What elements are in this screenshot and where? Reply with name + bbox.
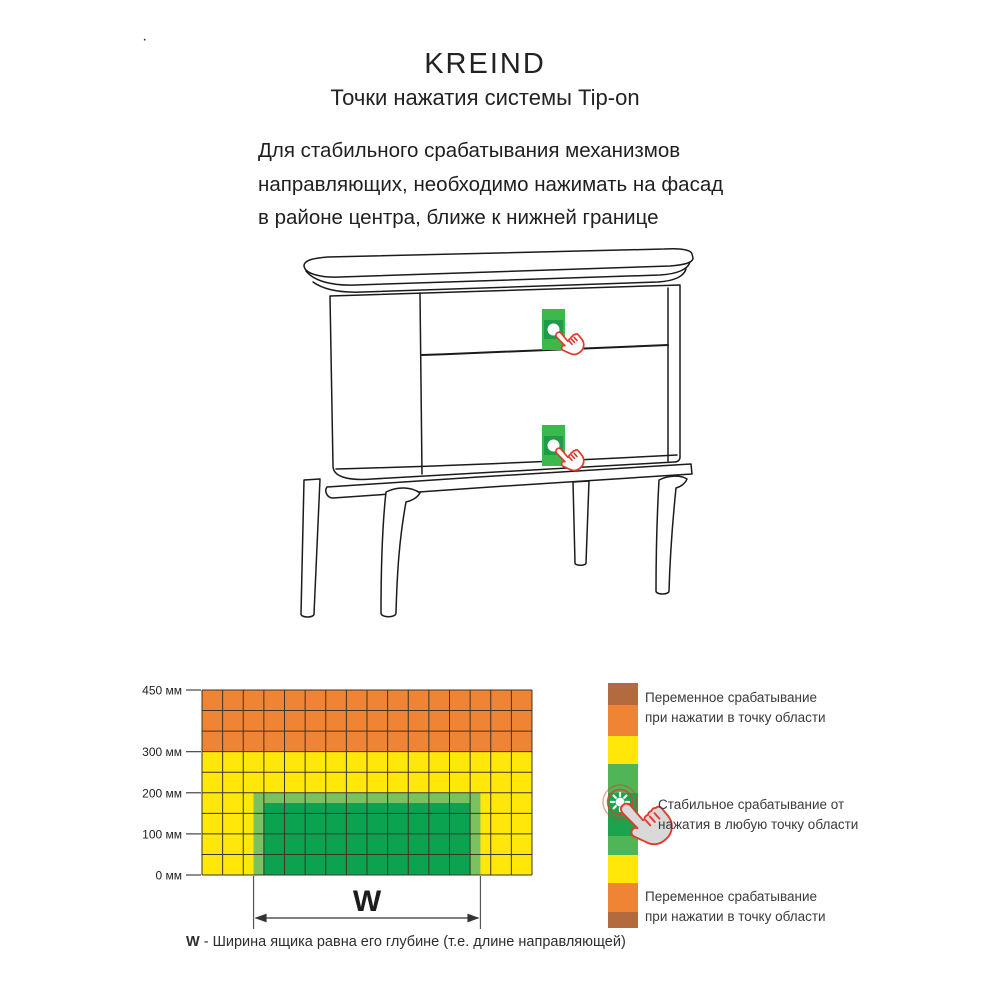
legend-entry-line: Переменное срабатывание bbox=[645, 889, 818, 904]
legend-entry-line: Стабильное срабатывание от bbox=[658, 797, 845, 812]
stray-mark: · bbox=[142, 31, 148, 48]
furniture-drawing bbox=[240, 240, 720, 640]
description-paragraph bbox=[258, 134, 723, 235]
leg-back-left bbox=[301, 479, 320, 617]
cabinet-body bbox=[330, 285, 680, 479]
legend-entry-line: нажатия в любую точку области bbox=[658, 817, 859, 832]
legend-entry-line: при нажатии в точку области bbox=[645, 909, 826, 924]
legend-entry-line: Переменное срабатывание bbox=[645, 690, 818, 705]
legend-entry-stable bbox=[658, 795, 858, 835]
legend-bar-segment-1 bbox=[608, 705, 638, 736]
leg-front-left bbox=[381, 488, 420, 617]
tabletop bbox=[304, 249, 693, 277]
legend-bar-segment-8 bbox=[608, 912, 638, 928]
legend-bar-segment-7 bbox=[608, 883, 638, 912]
width-caption bbox=[186, 934, 626, 950]
legend-entry-variable-bottom bbox=[645, 887, 826, 927]
width-caption-text: - Ширина ящика равна его глубине (т.е. длине направляющей) bbox=[199, 934, 626, 950]
width-caption-symbol: W bbox=[186, 934, 200, 950]
legend-bar-segment-2 bbox=[608, 736, 638, 764]
leg-back-right bbox=[573, 481, 589, 565]
y-tick-label: 450 мм bbox=[142, 683, 182, 698]
description-line: направляющих, необходимо нажимать на фасад bbox=[258, 172, 724, 196]
legend-bar-segment-0 bbox=[608, 683, 638, 705]
legend-entry-variable-top bbox=[645, 688, 826, 728]
y-tick-label: 100 мм bbox=[142, 827, 182, 842]
width-label: W bbox=[352, 885, 382, 918]
measure-arrowhead-right bbox=[467, 914, 479, 923]
measure-arrowhead-left bbox=[255, 914, 267, 923]
y-tick-label: 300 мм bbox=[142, 745, 182, 760]
page-title: Точки нажатия системы Tip-on bbox=[330, 85, 640, 110]
description-line: Для стабильного срабатывания механизмов bbox=[258, 139, 681, 162]
press-zone-grid-chart bbox=[140, 660, 640, 950]
legend-entry-line: при нажатии в точку области bbox=[645, 710, 826, 725]
y-tick-label: 200 мм bbox=[142, 786, 182, 801]
brand-title: KREIND bbox=[424, 48, 546, 80]
leg-front-right bbox=[656, 476, 687, 594]
description-line: в районе центра, ближе к нижней границе bbox=[258, 206, 659, 229]
y-tick-label: 0 мм bbox=[155, 868, 182, 883]
